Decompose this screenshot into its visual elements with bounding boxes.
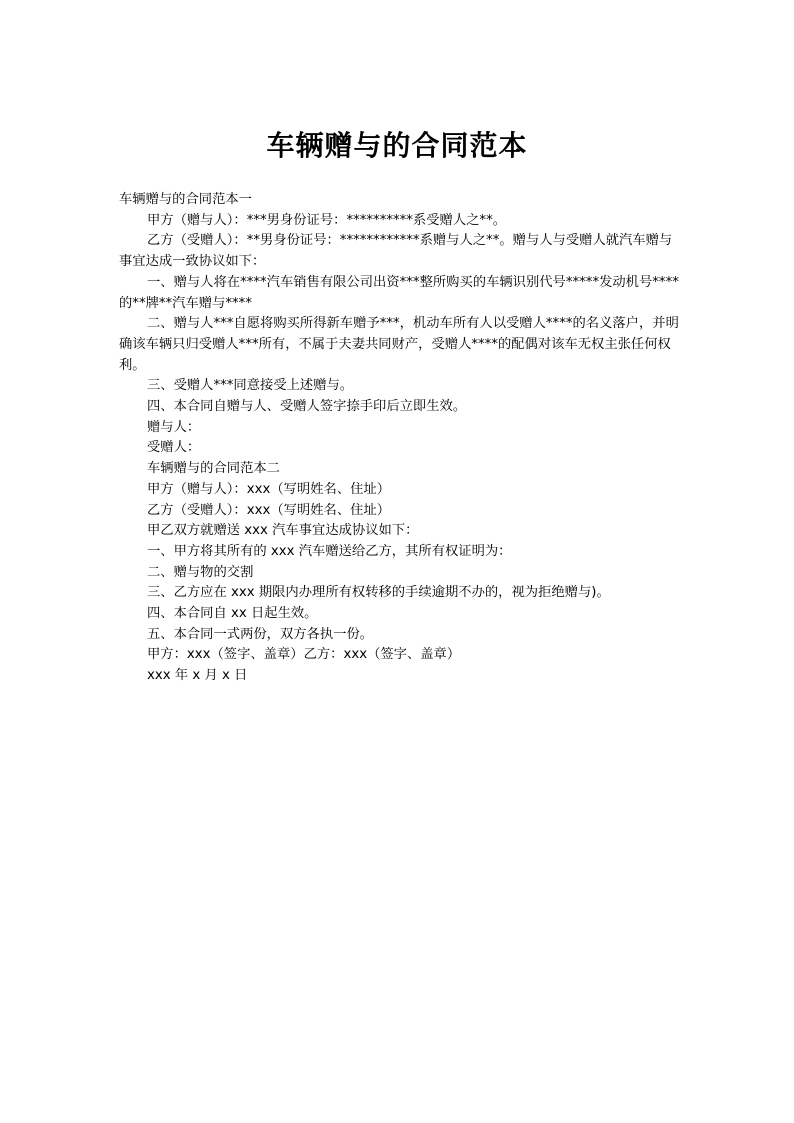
clause-2-1: 一、甲方将其所有的 xxx 汽车赠送给乙方，其所有权证明为： (147, 543, 512, 559)
section-heading-template-1: 车辆赠与的合同范本一 (119, 192, 252, 207)
clause-3: 三、受赠人***同意接受上述赠与。 (147, 378, 354, 394)
party-a-clause-2: 甲方（赠与人）：xxx（写明姓名、住址） (147, 481, 391, 497)
agreement-intro: 甲乙双方就赠送 xxx 汽车事宜达成协议如下： (147, 523, 419, 539)
donor-signature-line: 赠与人： (147, 419, 201, 435)
clause-2-2: 二、赠与物的交割 (147, 564, 254, 580)
date-line: xxx 年 x 月 x 日 (147, 668, 248, 684)
party-b-clause-2: 乙方（受赠人）：xxx（写明姓名、住址） (147, 502, 391, 518)
clause-2-3: 三、乙方应在 xxx 期限内办理所有权转移的手续逾期不办的，视为拒绝赠与)。 (147, 585, 610, 601)
signature-line: 甲方：xxx（签字、盖章）乙方：xxx（签字、盖章） (147, 647, 461, 663)
clause-2: 二、赠与人***自愿将购买所得新车赠予***，机动车所有人以受赠人****的名义落户，并明确该车辆只归受赠人***所有，不属于夫妻共同财产，受赠人****的配偶对该车无权主张任何权利。 (119, 316, 679, 373)
document-title: 车辆赠与的合同范本 (266, 129, 528, 162)
clause-1: 一、赠与人将在****汽车销售有限公司出资***整所购买的车辆识别代号*****发动机号****的**牌**汽车赠与**** (119, 274, 679, 311)
clause-4: 四、本合同自赠与人、受赠人签字捺手印后立即生效。 (147, 399, 467, 415)
clause-2-5: 五、本合同一式两份，双方各执一份。 (147, 626, 374, 642)
section-heading-template-2: 车辆赠与的合同范本二 (147, 461, 280, 477)
clause-2-4: 四、本合同自 xx 日起生效。 (147, 606, 318, 622)
party-b-clause: 乙方（受赠人）：**男身份证号：************系赠与人之**。赠与人与受赠人就汽车赠与事宜达成一致协议如下： (119, 233, 673, 270)
donee-signature-line: 受赠人： (147, 440, 201, 456)
document-body (119, 190, 684, 687)
party-a-clause: 甲方（赠与人）：***男身份证号：**********系受赠人之**。 (147, 212, 507, 228)
